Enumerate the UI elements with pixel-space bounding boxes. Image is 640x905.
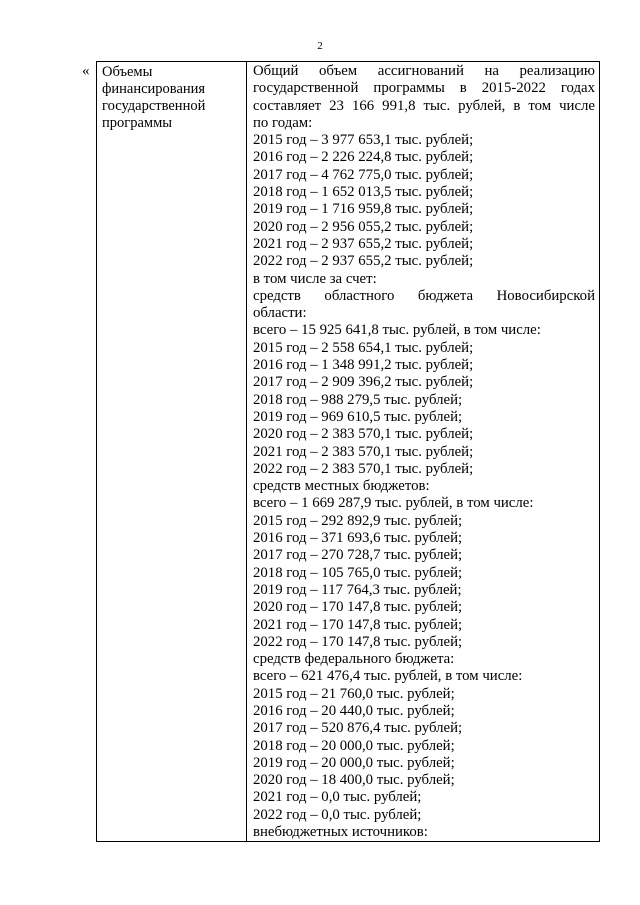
content-line: Общий объем ассигнований на реализацию <box>253 63 595 79</box>
content-line: 2019 год – 969 610,5 тыс. рублей; <box>253 408 463 425</box>
content-line: средств федерального бюджета: <box>253 651 455 668</box>
content-line: 2016 год – 371 693,6 тыс. рублей; <box>253 530 463 547</box>
content-line: всего – 1 669 287,9 тыс. рублей, в том числе: <box>253 495 534 512</box>
content-line: 2020 год – 2 956 055,2 тыс. рублей; <box>253 218 474 235</box>
content-line: 2021 год – 170 147,8 тыс. рублей; <box>253 616 463 633</box>
content-line: 2019 год – 117 764,3 тыс. рублей; <box>253 581 462 598</box>
content-line: 2015 год – 292 892,9 тыс. рублей; <box>253 512 463 529</box>
content-line: 2015 год – 3 977 653,1 тыс. рублей; <box>253 132 474 149</box>
opening-quote-mark: « <box>82 63 90 79</box>
page-number: 2 <box>317 40 323 52</box>
label-line: государственной <box>102 98 206 114</box>
row-content-cell <box>247 62 600 842</box>
content-line: 2015 год – 21 760,0 тыс. рублей; <box>253 685 455 702</box>
content-line: внебюджетных источников: <box>253 824 428 841</box>
row-label <box>102 64 242 132</box>
content-line: 2022 год – 0,0 тыс. рублей; <box>253 806 422 823</box>
content-line: средств областного бюджета Новосибирской <box>253 287 595 304</box>
content-line: 2019 год – 1 716 959,8 тыс. рублей; <box>253 201 474 218</box>
content-line: 2019 год – 20 000,0 тыс. рублей; <box>253 754 455 771</box>
content-line: 2018 год – 988 279,5 тыс. рублей; <box>253 391 463 408</box>
content-line: средств местных бюджетов: <box>253 478 430 495</box>
content-line: 2015 год – 2 558 654,1 тыс. рублей; <box>253 339 474 356</box>
content-line: составляет 23 166 991,8 тыс. рублей, в том числе <box>253 97 595 114</box>
content-line: всего – 621 476,4 тыс. рублей, в том числе: <box>253 668 523 685</box>
label-line: Объемы <box>102 64 153 80</box>
row-label-cell <box>97 62 247 842</box>
content-line: 2017 год – 270 728,7 тыс. рублей; <box>253 547 463 564</box>
content-line: 2016 год – 1 348 991,2 тыс. рублей; <box>253 357 474 374</box>
content-line: 2016 год – 20 440,0 тыс. рублей; <box>253 702 455 719</box>
content-line: 2022 год – 2 937 655,2 тыс. рублей; <box>253 253 474 270</box>
content-line: 2020 год – 2 383 570,1 тыс. рублей; <box>253 426 474 443</box>
content-line: государственной программы в 2015-2022 годах <box>253 80 595 97</box>
content-line: 2021 год – 2 937 655,2 тыс. рублей; <box>253 235 474 252</box>
content-line: в том числе за счет: <box>253 270 377 287</box>
content-line: 2018 год – 105 765,0 тыс. рублей; <box>253 564 463 581</box>
content-line: 2020 год – 18 400,0 тыс. рублей; <box>253 772 455 789</box>
content-line: 2021 год – 2 383 570,1 тыс. рублей; <box>253 443 474 460</box>
content-line: 2018 год – 1 652 013,5 тыс. рублей; <box>253 184 474 201</box>
content-line: 2017 год – 2 909 396,2 тыс. рублей; <box>253 374 474 391</box>
label-line: финансирования <box>102 81 206 97</box>
content-line: всего – 15 925 641,8 тыс. рублей, в том числе: <box>253 322 541 339</box>
content-line: 2017 год – 4 762 775,0 тыс. рублей; <box>253 166 474 183</box>
content-line: 2017 год – 520 876,4 тыс. рублей; <box>253 720 463 737</box>
table-row <box>97 62 600 842</box>
funding-details <box>247 62 599 841</box>
content-line: 2022 год – 170 147,8 тыс. рублей; <box>253 633 463 650</box>
content-line: 2021 год – 0,0 тыс. рублей; <box>253 789 422 806</box>
passport-table <box>96 61 600 842</box>
content-line: 2016 год – 2 226 224,8 тыс. рублей; <box>253 149 474 166</box>
content-line: 2020 год – 170 147,8 тыс. рублей; <box>253 599 463 616</box>
content-line: 2018 год – 20 000,0 тыс. рублей; <box>253 737 455 754</box>
label-line: программы <box>102 115 172 131</box>
content-line: области: <box>253 305 307 322</box>
content-line: 2022 год – 2 383 570,1 тыс. рублей; <box>253 460 474 477</box>
content-line: по годам: <box>253 114 313 131</box>
